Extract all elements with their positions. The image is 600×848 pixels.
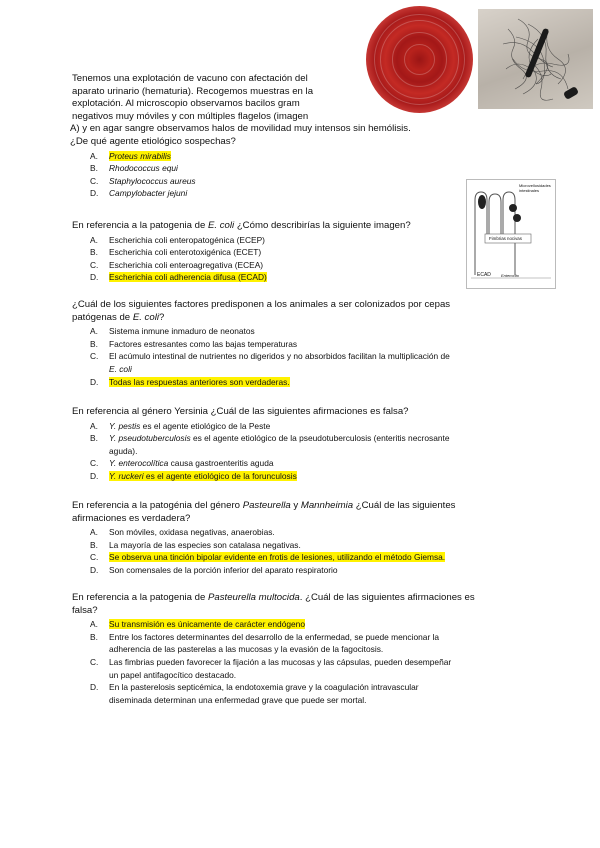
flagellated-bacilli-micrograph [478, 9, 593, 109]
option-a[interactable]: A. Proteus mirabilis [90, 150, 171, 161]
option-b[interactable]: B. Escherichia coli enterotoxigénica (ECET) [90, 247, 262, 258]
option-d[interactable]: D. Son comensales de la porción inferior del aparato respiratorio [90, 564, 338, 575]
option-b[interactable]: B. La mayoría de las especies son catalasa negativas. [90, 539, 301, 550]
question-2 [72, 220, 472, 284]
question-5-text: En referencia a la patogénia del género Pasteurella y Mannheimia ¿Cuál de las siguientes [72, 500, 456, 511]
option-d[interactable]: D. Campylobacter jejuni [90, 188, 188, 199]
option-c[interactable]: C. El acúmulo intestinal de nutrientes no digeridos y no absorbidos facilitan la multiplicación de E. coli [90, 351, 450, 374]
option-a[interactable]: A. Y. pestis es el agente etiológico de la Peste [90, 420, 271, 431]
question-1-line: ¿De qué agente etiológico sospechas? [70, 135, 236, 147]
option-b[interactable]: B. Entre los factores determinantes del desarrollo de la enfermedad, se puede mencionar la adherencia de las pasterelas a las mucosas y la evasión de la fagocitosis. [90, 631, 440, 655]
question-6-text: En referencia a la patogenia de Pasteurella multocida. ¿Cuál de las siguientes afirmaciones es [72, 592, 475, 603]
ecad-diagram [466, 179, 556, 289]
question-6-line: falsa? [72, 604, 98, 616]
diagram-caption: Enterocito [501, 273, 520, 278]
question-5 [72, 500, 532, 577]
question-4-text: En referencia al género Yersinia ¿Cuál de las siguientes afirmaciones es falsa? [72, 406, 409, 417]
diagram-ecad-label: ECAD [477, 272, 491, 278]
question-3 [72, 299, 532, 388]
diagram-top-label: Microvellosidades intestinales [519, 183, 551, 193]
question-6 [72, 592, 532, 706]
option-d[interactable]: D. Escherichia coli adherencia difusa (ECAD) [90, 272, 267, 283]
option-a[interactable]: A. Sistema inmune inmaduro de neonatos [90, 326, 255, 337]
question-5-options [72, 526, 532, 576]
question-3-line: patógenas de E. coli? [72, 311, 165, 323]
question-1-line: A) y en agar sangre observamos halos de movilidad muy intensos sin hemólisis. [70, 123, 411, 135]
option-c[interactable]: C. Escherichia coli enteroagregativa (ECEA) [90, 259, 264, 270]
question-2-text: En referencia a la patogenia de E. coli ¿Cómo describirías la siguiente imagen? [72, 220, 411, 231]
question-1-line: explotación. Al microscopio observamos bacilos gram [72, 98, 300, 110]
question-4 [72, 406, 532, 483]
option-c[interactable]: C. Staphylococcus aureus [90, 175, 196, 186]
option-d[interactable]: D. En la pasterelosis septicémica, la endotoxemia grave y la coagulación intravascular diseminada determinan una enfermedad grave que puede ser mortal. [90, 682, 419, 705]
option-b[interactable]: B. Factores estresantes como las bajas temperaturas [90, 338, 298, 349]
option-a[interactable]: A. Son móviles, oxidasa negativas, anaerobias. [90, 527, 275, 538]
option-a[interactable]: A. Su transmisión es únicamente de carácter endógeno [90, 619, 305, 630]
option-c[interactable]: C. Y. enterocolítica causa gastroenteritis aguda [90, 458, 274, 469]
option-c[interactable]: C. Las fimbrias pueden favorecer la fijación a las mucosas y las cápsulas, pueden desempeñar un papel antifagocítico destacado. [90, 656, 452, 680]
option-b[interactable]: B. Y. pseudotuberculosis es el agente etiológico de la pseudotuberculosis (enteritis necrosante aguda). [90, 433, 450, 456]
question-1-line: negativos muy móviles y con múltiples flagelos (imagen [72, 110, 309, 122]
diagram-box-label: Fimbrias nocivas [489, 236, 522, 241]
option-d[interactable]: D. Y. ruckeri es el agente etiológico de la forunculosis [90, 470, 297, 481]
question-3-options [72, 325, 532, 388]
question-3-line: ¿Cuál de los siguientes factores predisponen a los animales a ser colonizados por cepas [72, 299, 451, 310]
option-d[interactable]: D. Todas las respuestas anteriores son verdaderas. [90, 376, 290, 387]
option-b[interactable]: B. Rhodococcus equi [90, 163, 178, 174]
question-1 [72, 73, 492, 200]
option-a[interactable]: A. Escherichia coli enteropatogénica (ECEP) [90, 234, 265, 245]
option-c[interactable]: C. Se observa una tinción bipolar evidente en frotis de lesiones, utilizando el método Giemsa. [90, 552, 446, 563]
question-4-options [72, 420, 532, 483]
question-1-line: aparato urinario (hematuria). Recogemos muestras en la [72, 85, 314, 97]
question-6-options [72, 618, 532, 706]
question-2-options [72, 234, 472, 284]
question-1-line: Tenemos una explotación de vacuno con afectación del [72, 73, 308, 84]
question-5-line: afirmaciones es verdadera? [72, 512, 191, 524]
question-1-options [72, 150, 492, 200]
